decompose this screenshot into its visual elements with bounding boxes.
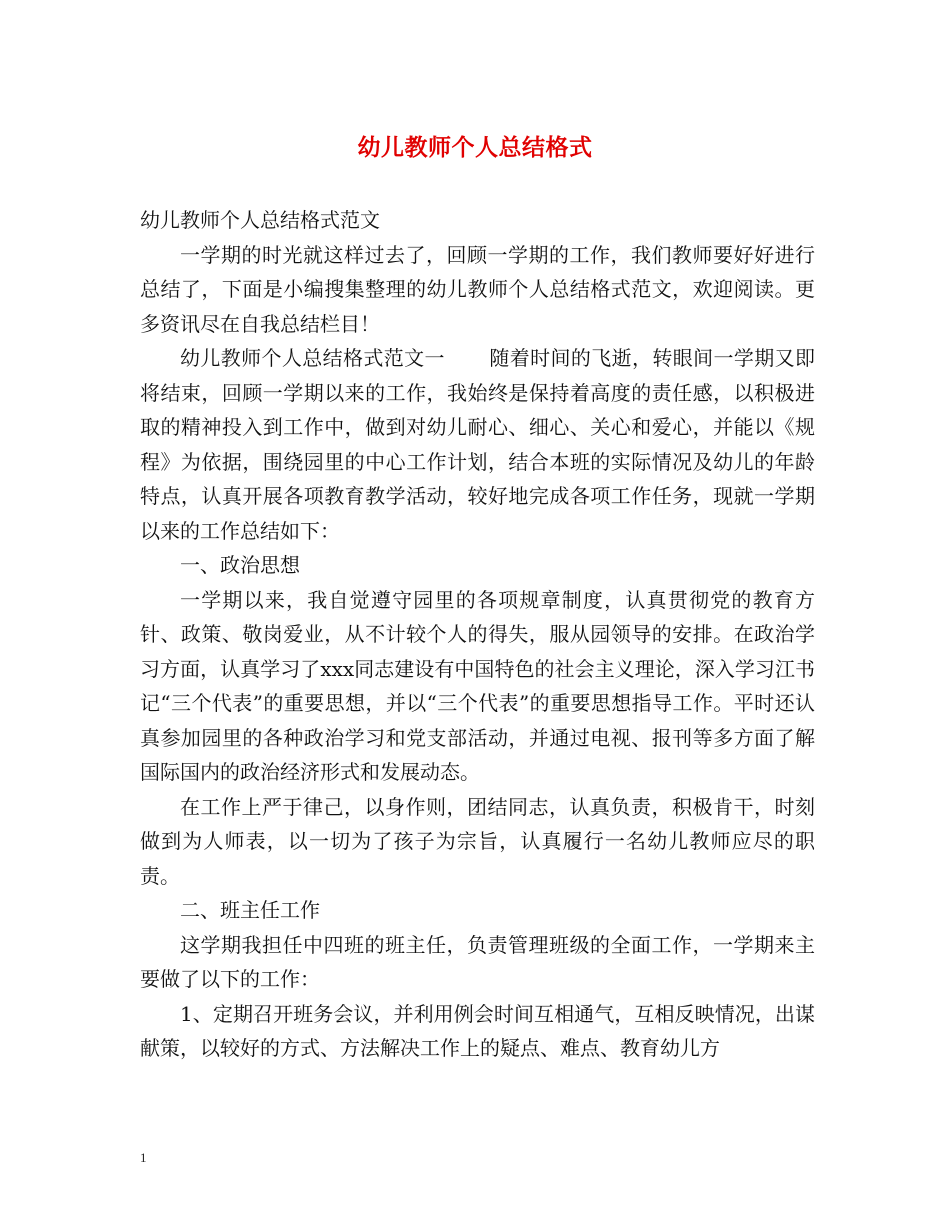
section2-heading: 二、班主任工作 (180, 898, 320, 922)
document-subtitle: 幼儿教师个人总结格式范文 (140, 208, 380, 232)
section2-paragraph-1: 这学期我担任中四班的班主任，负责管理班级的全面工作，一学期来主要做了以下的工作： (140, 932, 815, 991)
sample-text: 随着时间的飞逝，转眼间一学期又即将结束，回顾一学期以来的工作，我始终是保持着高度的责任感，以积极进取的精神投入到工作中，做到对幼儿耐心、细心、关心和爱心，并能以《规程》为依据，围绕园里的中心工作计划，结合本班的实际情况及幼儿的年龄特点，认真开展各项教育教学活动，较好地完成各项工作任务，现就一学期以来的工作总结如下： (140, 346, 816, 543)
section1-paragraph-1: 一学期以来，我自觉遵守园里的各项规章制度，认真贯彻党的教育方针、政策、敬岗爱业，从不计较个人的得失，服从园领导的安排。在政治学习方面，认真学习了xxx同志建设有中国特色的社会主义理论，深入学习江书记“三个代表”的重要思想，并以“三个代表”的重要思想指导工作。平时还认真参加园里的各种政治学习和党支部活动，并通过电视、报刊等多方面了解国际国内的政治经济形式和发展动态。 (140, 587, 815, 784)
document-body (140, 203, 815, 1066)
sample-heading: 幼儿教师个人总结格式范文一 (180, 346, 445, 370)
section1-paragraph-2: 在工作上严于律己，以身作则，团结同志，认真负责，积极肯干，时刻做到为人师表，以一切为了孩子为宗旨，认真履行一名幼儿教师应尽的职责。 (140, 794, 815, 888)
page-number: 1 (140, 1150, 147, 1165)
document-title: 幼儿教师个人总结格式 (357, 134, 593, 161)
sample-paragraph (140, 341, 815, 548)
section2-item-1: 1、定期召开班务会议，并利用例会时间互相通气，互相反映情况，出谋献策，以较好的方式、方法解决工作上的疑点、难点、教育幼儿方 (140, 1001, 815, 1060)
intro-paragraph: 一学期的时光就这样过去了，回顾一学期的工作，我们教师要好好进行总结了，下面是小编搜集整理的幼儿教师个人总结格式范文，欢迎阅读。更多资讯尽在自我总结栏目！ (140, 242, 815, 336)
section1-heading: 一、政治思想 (180, 553, 300, 577)
